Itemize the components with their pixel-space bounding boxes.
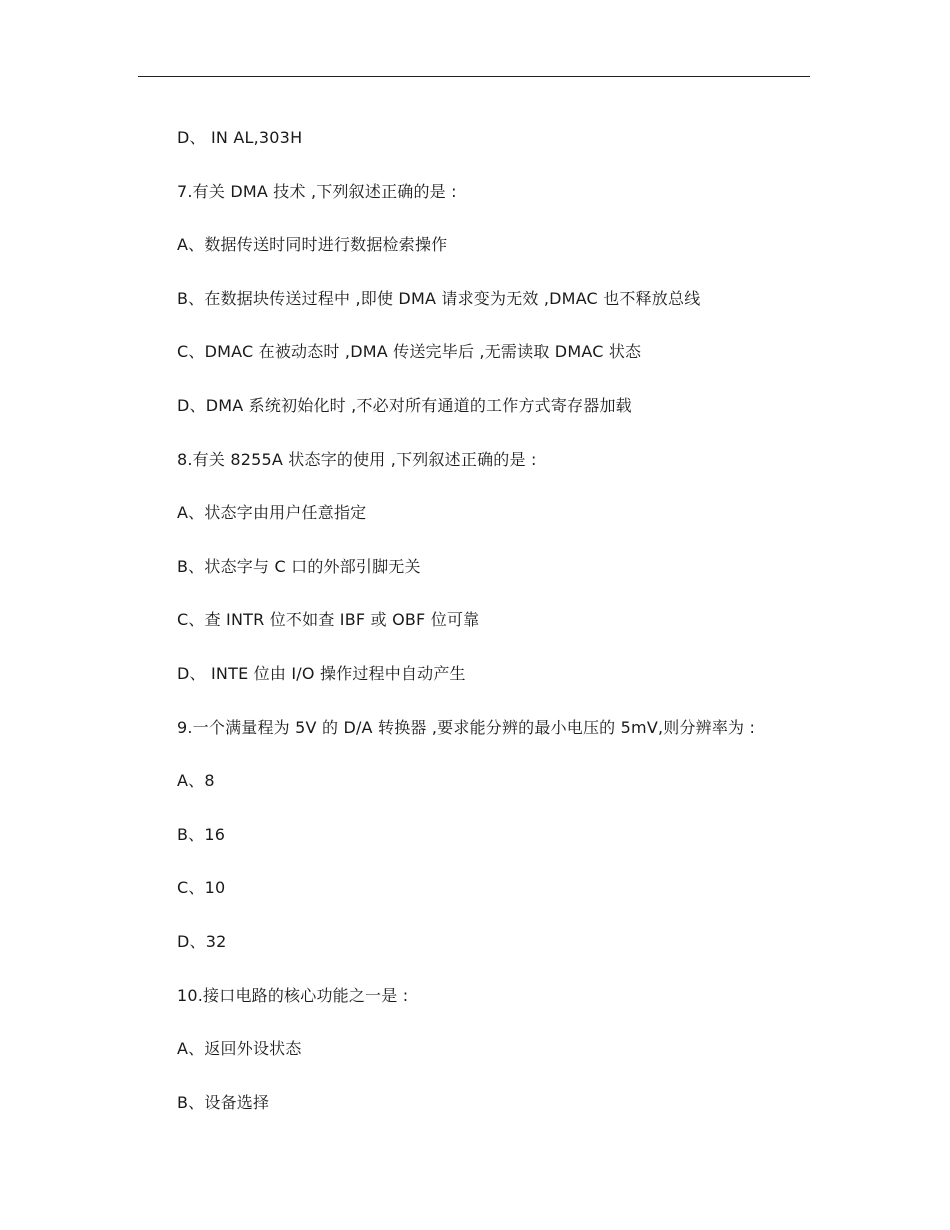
option-c-q9: C、10 <box>177 878 226 898</box>
option-b-q7: B、在数据块传送过程中 ,即使 DMA 请求变为无效 ,DMAC 也不释放总线 <box>177 288 701 308</box>
option-a-q8: A、状态字由用户任意指定 <box>177 503 367 523</box>
header-rule <box>138 76 810 77</box>
option-a-q9: A、8 <box>177 771 215 791</box>
option-a-q7: A、数据传送时同时进行数据检索操作 <box>177 235 448 255</box>
question-9: 9.一个满量程为 5V 的 D/A 转换器 ,要求能分辨的最小电压的 5mV,则分辨率为 : <box>177 717 756 737</box>
option-d-q6: D、 IN AL,303H <box>177 128 303 147</box>
option-c-q8: C、查 INTR 位不如查 IBF 或 OBF 位可靠 <box>177 610 480 630</box>
option-d-q7: D、DMA 系统初始化时 ,不必对所有通道的工作方式寄存器加载 <box>177 395 632 415</box>
option-c-q7: C、DMAC 在被动态时 ,DMA 传送完毕后 ,无需读取 DMAC 状态 <box>177 342 642 362</box>
option-d-q9: D、32 <box>177 931 227 951</box>
question-10: 10.接口电路的核心功能之一是 : <box>177 985 409 1005</box>
option-b-q8: B、状态字与 C 口的外部引脚无关 <box>177 556 421 576</box>
option-b-q9: B、16 <box>177 824 226 844</box>
option-d-q8: D、 INTE 位由 I/O 操作过程中自动产生 <box>177 663 466 683</box>
option-a-q10: A、返回外设状态 <box>177 1039 302 1059</box>
question-8: 8.有关 8255A 状态字的使用 ,下列叙述正确的是 : <box>177 449 537 469</box>
option-b-q10: B、设备选择 <box>177 1092 270 1112</box>
question-list <box>177 124 817 1142</box>
question-7: 7.有关 DMA 技术 ,下列叙述正确的是 : <box>177 181 457 201</box>
